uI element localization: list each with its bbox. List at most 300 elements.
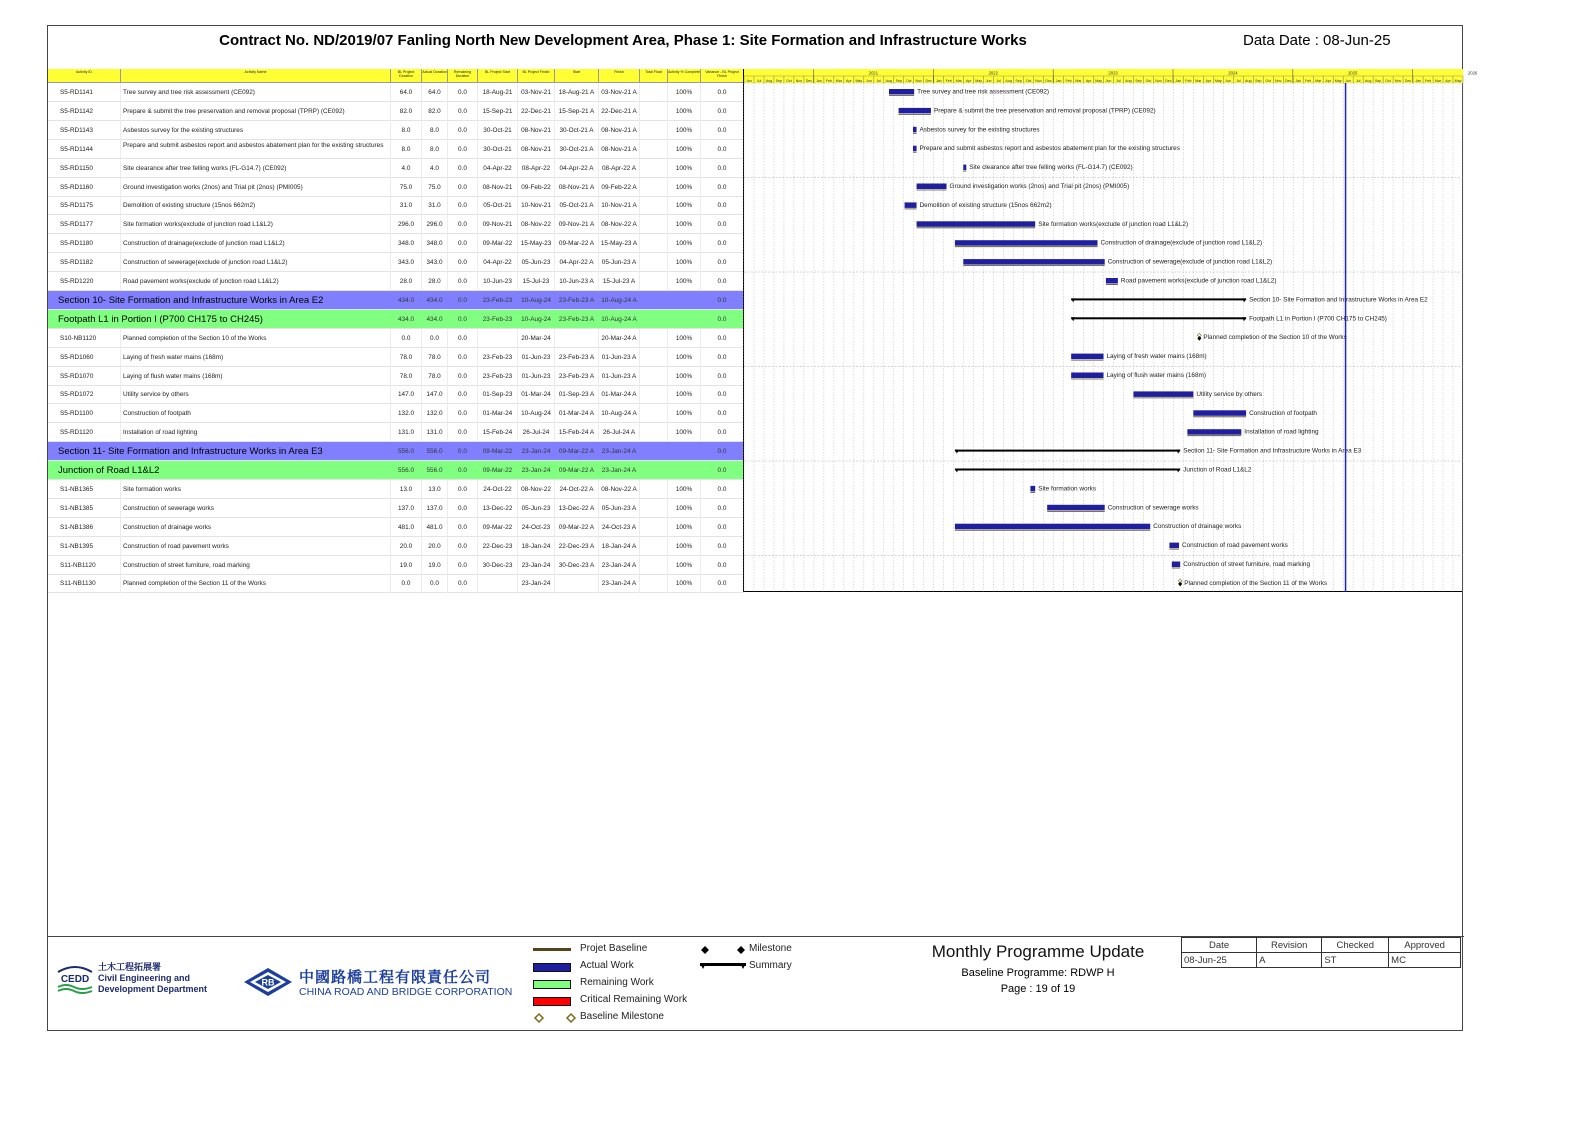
month-label: Jun: [746, 78, 752, 83]
cell-id: S1-NB1386: [48, 518, 121, 537]
actual-work-bar: [1187, 429, 1241, 435]
cell-rem: 0.0: [448, 423, 478, 442]
cell-var: 0.0: [701, 329, 744, 348]
cell-pct: 100%: [668, 499, 701, 518]
cell-act-dur: 75.0: [422, 178, 448, 197]
legend-remaining: Remaining Work: [580, 977, 654, 988]
svg-text:CEDD: CEDD: [60, 974, 90, 985]
cell-rem: 0.0: [448, 574, 478, 593]
cell-bl-start: 01-Sep-23: [478, 385, 518, 404]
cell-pct: 100%: [668, 159, 701, 178]
cell-float: [640, 480, 668, 499]
table-row: [48, 348, 744, 367]
cell-id: S5-RD1072: [48, 385, 121, 404]
cell-id: S10-NB1120: [48, 329, 121, 348]
year-label: 2022: [988, 70, 998, 76]
cell-pct: 100%: [668, 178, 701, 197]
cell-name: Construction of footpath: [121, 404, 391, 423]
actual-work-bar: [1071, 354, 1103, 360]
cell-rem: 0.0: [448, 196, 478, 215]
cell-rem: 0.0: [448, 140, 478, 159]
rev-approved: MC: [1389, 953, 1461, 968]
cell-bl-finish: 20-Mar-24: [518, 329, 555, 348]
cell-start: 04-Apr-22 A: [555, 253, 599, 272]
cell-act-dur: 4.0: [422, 159, 448, 178]
cell-id: S5-RD1100: [48, 404, 121, 423]
cell-bl-dur: 8.0: [391, 121, 422, 140]
month-label: Dec: [805, 78, 813, 83]
cell-pct: 100%: [668, 423, 701, 442]
cell-start: 13-Dec-22 A: [555, 499, 599, 518]
month-label: Apr: [1085, 78, 1092, 83]
cell-float: [640, 461, 668, 480]
cell-act-dur: 8.0: [422, 140, 448, 159]
col-header-act-dur: Actual Duration: [422, 69, 448, 83]
cell-bl-finish: 08-Nov-22: [518, 215, 555, 234]
month-label: Apr: [1445, 78, 1451, 83]
col-header-bl-finish: BL Project Finish: [518, 69, 555, 83]
subsection-row: [48, 461, 744, 480]
cell-start: 04-Apr-22 A: [555, 159, 599, 178]
cell-pct: 100%: [668, 215, 701, 234]
cell-id: S11-NB1130: [48, 574, 121, 593]
rev-checked: ST: [1322, 953, 1389, 968]
table-row: [48, 367, 744, 386]
cell-pct: 100%: [668, 83, 701, 102]
cell-finish: 26-Jul-24 A: [599, 423, 640, 442]
legend-baseline-milestone: Baseline Milestone: [580, 1011, 664, 1022]
cell-finish: 20-Mar-24 A: [599, 329, 640, 348]
month-label: Sep: [775, 78, 783, 83]
month-label: Apr: [965, 78, 972, 83]
cell-id: S11-NB1120: [48, 556, 121, 575]
cell-act-dur: 28.0: [422, 272, 448, 291]
cell-bl-finish: 08-Apr-22: [518, 159, 555, 178]
cell-finish: 05-Jun-23 A: [599, 253, 640, 272]
cell-name: Ground investigation works (2nos) and Trial pit (2nos) (PMI005): [121, 178, 391, 197]
table-row: [48, 556, 744, 575]
cell-bl-start: 09-Mar-22: [482, 467, 513, 474]
cell-bl-dur: 31.0: [391, 196, 422, 215]
milestone-icon: [699, 944, 749, 956]
cell-bl-dur: 4.0: [391, 159, 422, 178]
table-row: [48, 329, 744, 348]
cell-name: Road pavement works(exclude of junction road L1&L2): [121, 272, 391, 291]
cell-float: [640, 367, 668, 386]
cell-name: Planned completion of the Section 10 of the Works: [121, 329, 391, 348]
cell-id: S5-RD1150: [48, 159, 121, 178]
subsection-title: Footpath L1 in Portion I (P700 CH175 to CH245): [58, 313, 263, 325]
col-header-float: Total Float: [640, 69, 668, 83]
report-info: [898, 942, 1178, 995]
cell-float: [640, 442, 668, 461]
bar-label: Construction of sewerage(exclude of junction road L1&L2): [1107, 258, 1273, 266]
cell-bl-finish: 23-Jan-24: [521, 467, 551, 474]
legend-actual: Actual Work: [580, 960, 634, 971]
cell-bl-finish: 10-Aug-24: [521, 315, 551, 323]
month-label: Sep: [1135, 78, 1142, 83]
month-label: Feb: [1065, 78, 1072, 83]
cell-start: 10-Jun-23 A: [555, 272, 599, 291]
bar-label: Footpath L1 in Portion I (P700 CH175 to CH245): [1249, 315, 1387, 323]
cell-rem: 0.0: [448, 159, 478, 178]
cell-start: [555, 329, 599, 348]
section-row: [48, 291, 744, 310]
cell-bl-start: 05-Oct-21: [478, 196, 518, 215]
cell-pct: 100%: [668, 121, 701, 140]
month-label: Apr: [1325, 78, 1331, 83]
legend-milestone: Milestone: [749, 943, 792, 954]
cell-rem: 0.0: [448, 121, 478, 140]
cell-name: Tree survey and tree risk assessment (CE092): [121, 83, 391, 102]
cell-name: Planned completion of the Section 11 of the Works: [121, 574, 391, 593]
section-row: [48, 442, 744, 461]
month-label: Jan: [935, 78, 942, 83]
legend-baseline-swatch: [533, 948, 571, 951]
table-row: [48, 518, 744, 537]
cell-rem: 0.0: [458, 448, 467, 456]
cell-rem: 0.0: [448, 83, 478, 102]
month-label: May: [975, 78, 983, 83]
cell-bl-dur: 137.0: [391, 499, 422, 518]
bar-label: Laying of fresh water mains (168m): [1106, 353, 1207, 361]
cell-bl-finish: 26-Jul-24: [518, 423, 555, 442]
cell-bl-start: 23-Feb-23: [478, 367, 518, 386]
table-row: [48, 121, 744, 140]
bar-label: Construction of drainage works: [1153, 523, 1242, 531]
year-label: 2021: [868, 70, 879, 76]
month-label: May: [855, 78, 863, 83]
cell-var: 0.0: [701, 253, 744, 272]
month-label: Jan: [1175, 78, 1182, 83]
cell-bl-start: 22-Dec-23: [478, 537, 518, 556]
cell-finish: 23-Jan-24 A: [599, 556, 640, 575]
baseline-programme: Baseline Programme: RDWP H: [961, 967, 1115, 979]
cell-name: Prepare and submit asbestos report and asbestos abatement plan for the existing structures: [121, 140, 391, 159]
cell-start: 15-Feb-24 A: [555, 423, 599, 442]
table-row: [48, 178, 744, 197]
cell-bl-finish: 05-Jun-23: [518, 253, 555, 272]
cell-rem: 0.0: [448, 367, 478, 386]
actual-work-bar: [1169, 543, 1179, 549]
cell-float: [640, 121, 668, 140]
cell-start: 09-Mar-22 A: [558, 467, 595, 474]
cell-bl-dur: 481.0: [391, 518, 422, 537]
rev-header-checked: Checked: [1322, 938, 1389, 953]
cell-pct: 100%: [668, 404, 701, 423]
cell-var: 0.0: [701, 159, 744, 178]
cell-start: 30-Dec-23 A: [555, 556, 599, 575]
cell-bl-start: 04-Apr-22: [478, 253, 518, 272]
actual-work-bar: [917, 184, 947, 190]
cell-start: 05-Oct-21 A: [555, 196, 599, 215]
rev-revision: A: [1257, 953, 1322, 968]
cell-var: 0.0: [717, 448, 727, 456]
cell-bl-finish: 01-Mar-24: [518, 385, 555, 404]
cell-start: 08-Nov-21 A: [555, 178, 599, 197]
bar-label: Planned completion of the Section 10 of the Works: [1203, 334, 1347, 342]
cell-finish: 10-Aug-24 A: [599, 404, 640, 423]
cell-start: 18-Aug-21 A: [555, 83, 599, 102]
cell-bl-dur: 19.0: [391, 556, 422, 575]
month-label: Aug: [1245, 78, 1252, 83]
cell-bl-finish: 15-Jul-23: [518, 272, 555, 291]
cell-bl-finish: 23-Jan-24: [518, 556, 555, 575]
actual-work-bar: [889, 89, 914, 95]
cell-name: Asbestos survey for the existing structures: [121, 121, 391, 140]
subsection-row: [48, 310, 744, 329]
table-row: [48, 83, 744, 102]
cell-pct: 100%: [668, 480, 701, 499]
legend-critical-swatch: [533, 997, 571, 1006]
month-label: Sep: [1255, 78, 1262, 83]
month-label: Oct: [1265, 78, 1272, 83]
cell-var: 0.0: [701, 537, 744, 556]
legend-summary: Summary: [749, 960, 792, 971]
cell-id: S5-RD1060: [48, 348, 121, 367]
month-label: Aug: [1364, 78, 1372, 83]
cell-rem: 0.0: [448, 272, 478, 291]
summary-bar: [1071, 298, 1246, 300]
cell-bl-start: 30-Dec-23: [478, 556, 518, 575]
cell-bl-finish: 18-Jan-24: [518, 537, 555, 556]
legend-baseline: Projet Baseline: [580, 943, 648, 954]
col-header-name: Activity Name: [121, 69, 391, 83]
month-label: Feb: [1185, 78, 1192, 83]
cell-name: Construction of street furniture, road marking: [121, 556, 391, 575]
cell-float: [640, 291, 668, 310]
cell-id: S5-RD1180: [48, 234, 121, 253]
cell-pct: 100%: [668, 272, 701, 291]
table-row: [48, 480, 744, 499]
cedd-name-en-1: Civil Engineering and: [98, 973, 191, 983]
month-label: May: [1214, 78, 1222, 83]
cell-id: S5-RD1141: [48, 83, 121, 102]
cell-bl-start: 15-Sep-21: [478, 102, 518, 121]
cell-bl-dur: 0.0: [391, 329, 422, 348]
month-label: Mar: [1434, 78, 1442, 83]
milestone-mark: [1197, 336, 1201, 341]
cell-name: Installation of road lighting: [121, 423, 391, 442]
cell-bl-start: 23-Feb-23: [482, 315, 513, 323]
cell-name: Demolition of existing structure (15nos 662m2): [121, 196, 391, 215]
cell-finish: 24-Oct-23 A: [599, 518, 640, 537]
cell-bl-finish: 08-Nov-21: [518, 121, 555, 140]
month-label: Jul: [996, 78, 1001, 83]
month-label: Jun: [865, 78, 872, 83]
bar-label: Section 10- Site Formation and Infrastructure Works in Area E2: [1249, 296, 1428, 304]
cell-start: 09-Nov-21 A: [555, 215, 599, 234]
month-label: Dec: [1404, 78, 1412, 83]
actual-work-bar: [899, 108, 931, 114]
cell-act-dur: 434.0: [426, 296, 443, 304]
legend: [533, 943, 833, 1033]
bar-label: Installation of road lighting: [1244, 428, 1319, 436]
table-row: [48, 159, 744, 178]
page-number: Page : 19 of 19: [1000, 983, 1076, 995]
cell-float: [640, 272, 668, 291]
month-label: Apr: [1205, 78, 1212, 83]
year-label: 2025: [1348, 70, 1358, 76]
bar-label: Construction of road pavement works: [1181, 542, 1288, 550]
cell-start: 09-Mar-22 A: [555, 518, 599, 537]
cedd-logo: [54, 958, 230, 1006]
cell-var: 0.0: [701, 367, 744, 386]
cell-id: S5-RD1182: [48, 253, 121, 272]
col-header-var: Variance - BL Project Finish: [701, 69, 744, 83]
cell-var: 0.0: [701, 480, 744, 499]
cell-bl-dur: 75.0: [391, 178, 422, 197]
cell-float: [640, 574, 668, 593]
cell-finish: 05-Jun-23 A: [599, 499, 640, 518]
cell-finish: 23-Jan-24 A: [599, 574, 640, 593]
cell-bl-finish: 03-Nov-21: [518, 83, 555, 102]
month-label: Oct: [1025, 78, 1032, 83]
cedd-name-en-2: Development Department: [98, 984, 208, 994]
summary-icon: [699, 961, 749, 973]
cell-name: Construction of road pavement works: [121, 537, 391, 556]
cell-finish: 10-Aug-24 A: [601, 296, 637, 304]
cell-pct: 100%: [668, 574, 701, 593]
cell-var: 0.0: [717, 296, 727, 304]
cell-rem: 0.0: [458, 315, 467, 323]
month-label: Apr: [846, 78, 852, 83]
bar-label: Utility service by others: [1196, 390, 1263, 398]
cell-finish: 23-Jan-24 A: [601, 448, 637, 456]
cell-bl-start: 01-Mar-24: [478, 404, 518, 423]
table-row: [48, 423, 744, 442]
cell-act-dur: 20.0: [422, 537, 448, 556]
table-row: [48, 499, 744, 518]
cell-rem: 0.0: [448, 480, 478, 499]
cell-pct: 100%: [668, 329, 701, 348]
month-label: Feb: [1305, 78, 1312, 83]
cell-name: Construction of sewerage works: [121, 499, 391, 518]
bar-label: Section 11- Site Formation and Infrastructure Works in Area E3: [1183, 447, 1362, 455]
report-title: Monthly Programme Update: [931, 942, 1145, 961]
cell-bl-start: 23-Feb-23: [478, 348, 518, 367]
cell-var: 0.0: [701, 499, 744, 518]
cell-name: Site clearance after tree felling works (FL-G14.7) (CE092): [121, 159, 391, 178]
cell-bl-finish: 10-Nov-21: [518, 196, 555, 215]
month-label: Jan: [1055, 78, 1062, 83]
cell-act-dur: 481.0: [422, 518, 448, 537]
cell-float: [640, 348, 668, 367]
cell-bl-finish: 10-Aug-24: [518, 404, 555, 423]
actual-work-bar: [1133, 391, 1193, 397]
bar-label: Construction of street furniture, road marking: [1183, 561, 1311, 568]
cell-rem: 0.0: [448, 178, 478, 197]
month-label: Mar: [1195, 78, 1202, 83]
cell-act-dur: 64.0: [422, 83, 448, 102]
cell-bl-start: 04-Apr-22: [478, 159, 518, 178]
gantt-svg: [744, 69, 1478, 592]
cell-bl-finish: 01-Jun-23: [518, 348, 555, 367]
cell-finish: 10-Aug-24 A: [601, 315, 637, 323]
table-row: [48, 404, 744, 423]
cell-pct: 100%: [668, 348, 701, 367]
cell-var: 0.0: [701, 83, 744, 102]
cell-rem: 0.0: [448, 404, 478, 423]
cell-act-dur: 0.0: [422, 329, 448, 348]
month-label: Oct: [1385, 78, 1391, 83]
month-label: Jun: [985, 78, 992, 83]
table-row: [48, 234, 744, 253]
col-header-id: Activity ID: [48, 69, 121, 83]
actual-work-bar: [905, 202, 917, 208]
cell-act-dur: 556.0: [426, 467, 443, 474]
cedd-badge-icon: [54, 962, 96, 996]
month-label: Mar: [955, 78, 962, 83]
cedd-name-zh: 土木工程拓展署: [98, 962, 162, 972]
cell-bl-dur: 82.0: [391, 102, 422, 121]
actual-work-bar: [955, 524, 1150, 530]
month-label: Jun: [1105, 78, 1112, 83]
cell-float: [640, 556, 668, 575]
cell-bl-finish: 23-Jan-24: [518, 574, 555, 593]
cell-finish: 22-Dec-21 A: [599, 102, 640, 121]
cell-name: Utility service by others: [121, 385, 391, 404]
cell-start: 22-Dec-23 A: [555, 537, 599, 556]
cell-bl-finish: 08-Nov-21: [518, 140, 555, 159]
month-label: Nov: [1035, 78, 1042, 83]
cell-bl-finish: 01-Jun-23: [518, 367, 555, 386]
data-date: Data Date : 08-Jun-25: [1243, 32, 1391, 49]
rev-date: 08-Jun-25: [1182, 953, 1257, 968]
cell-act-dur: 296.0: [422, 215, 448, 234]
cell-bl-dur: 296.0: [391, 215, 422, 234]
rev-header-revision: Revision: [1257, 938, 1322, 953]
schedule-sheet: [47, 25, 1478, 1031]
cell-bl-dur: 132.0: [391, 404, 422, 423]
cell-finish: 08-Nov-21 A: [599, 140, 640, 159]
cell-float: [640, 329, 668, 348]
cell-float: [640, 234, 668, 253]
cell-bl-finish: 15-May-23: [518, 234, 555, 253]
bar-label: Construction of sewerage works: [1107, 504, 1199, 512]
month-label: Jun: [1345, 78, 1352, 83]
cell-name: Site formation works: [121, 480, 391, 499]
cell-pct: [668, 310, 701, 329]
subsection-title: Junction of Road L1&L2: [58, 465, 160, 476]
cell-float: [640, 215, 668, 234]
table-row: [48, 196, 744, 215]
cell-rem: 0.0: [458, 467, 467, 474]
col-header-bl-start: BL Project Start: [478, 69, 518, 83]
cell-id: S1-NB1385: [48, 499, 121, 518]
cell-pct: 100%: [668, 518, 701, 537]
cell-var: 0.0: [701, 518, 744, 537]
cell-var: 0.0: [701, 423, 744, 442]
bar-label: Laying of flush water mains (168m): [1106, 372, 1206, 379]
month-label: May: [1334, 78, 1342, 83]
summary-bar: [1071, 317, 1246, 319]
bar-label: Prepare & submit the tree preservation and removal proposal (TPRP) (CE092): [933, 107, 1156, 115]
bar-label: Planned completion of the Section 11 of the Works: [1184, 579, 1328, 587]
cell-bl-start: [478, 329, 518, 348]
cell-act-dur: 137.0: [422, 499, 448, 518]
cell-pct: 100%: [668, 385, 701, 404]
cell-float: [640, 253, 668, 272]
cell-float: [640, 423, 668, 442]
section-title: Section 10- Site Formation and Infrastructure Works in Area E2: [58, 294, 324, 306]
month-label: Jan: [1415, 78, 1421, 83]
cell-name: Laying of flush water mains (168m): [121, 367, 391, 386]
cell-bl-start: 23-Feb-23: [482, 296, 513, 304]
cell-act-dur: 147.0: [422, 385, 448, 404]
rev-header-approved: Approved: [1389, 938, 1461, 953]
cell-var: 0.0: [701, 348, 744, 367]
